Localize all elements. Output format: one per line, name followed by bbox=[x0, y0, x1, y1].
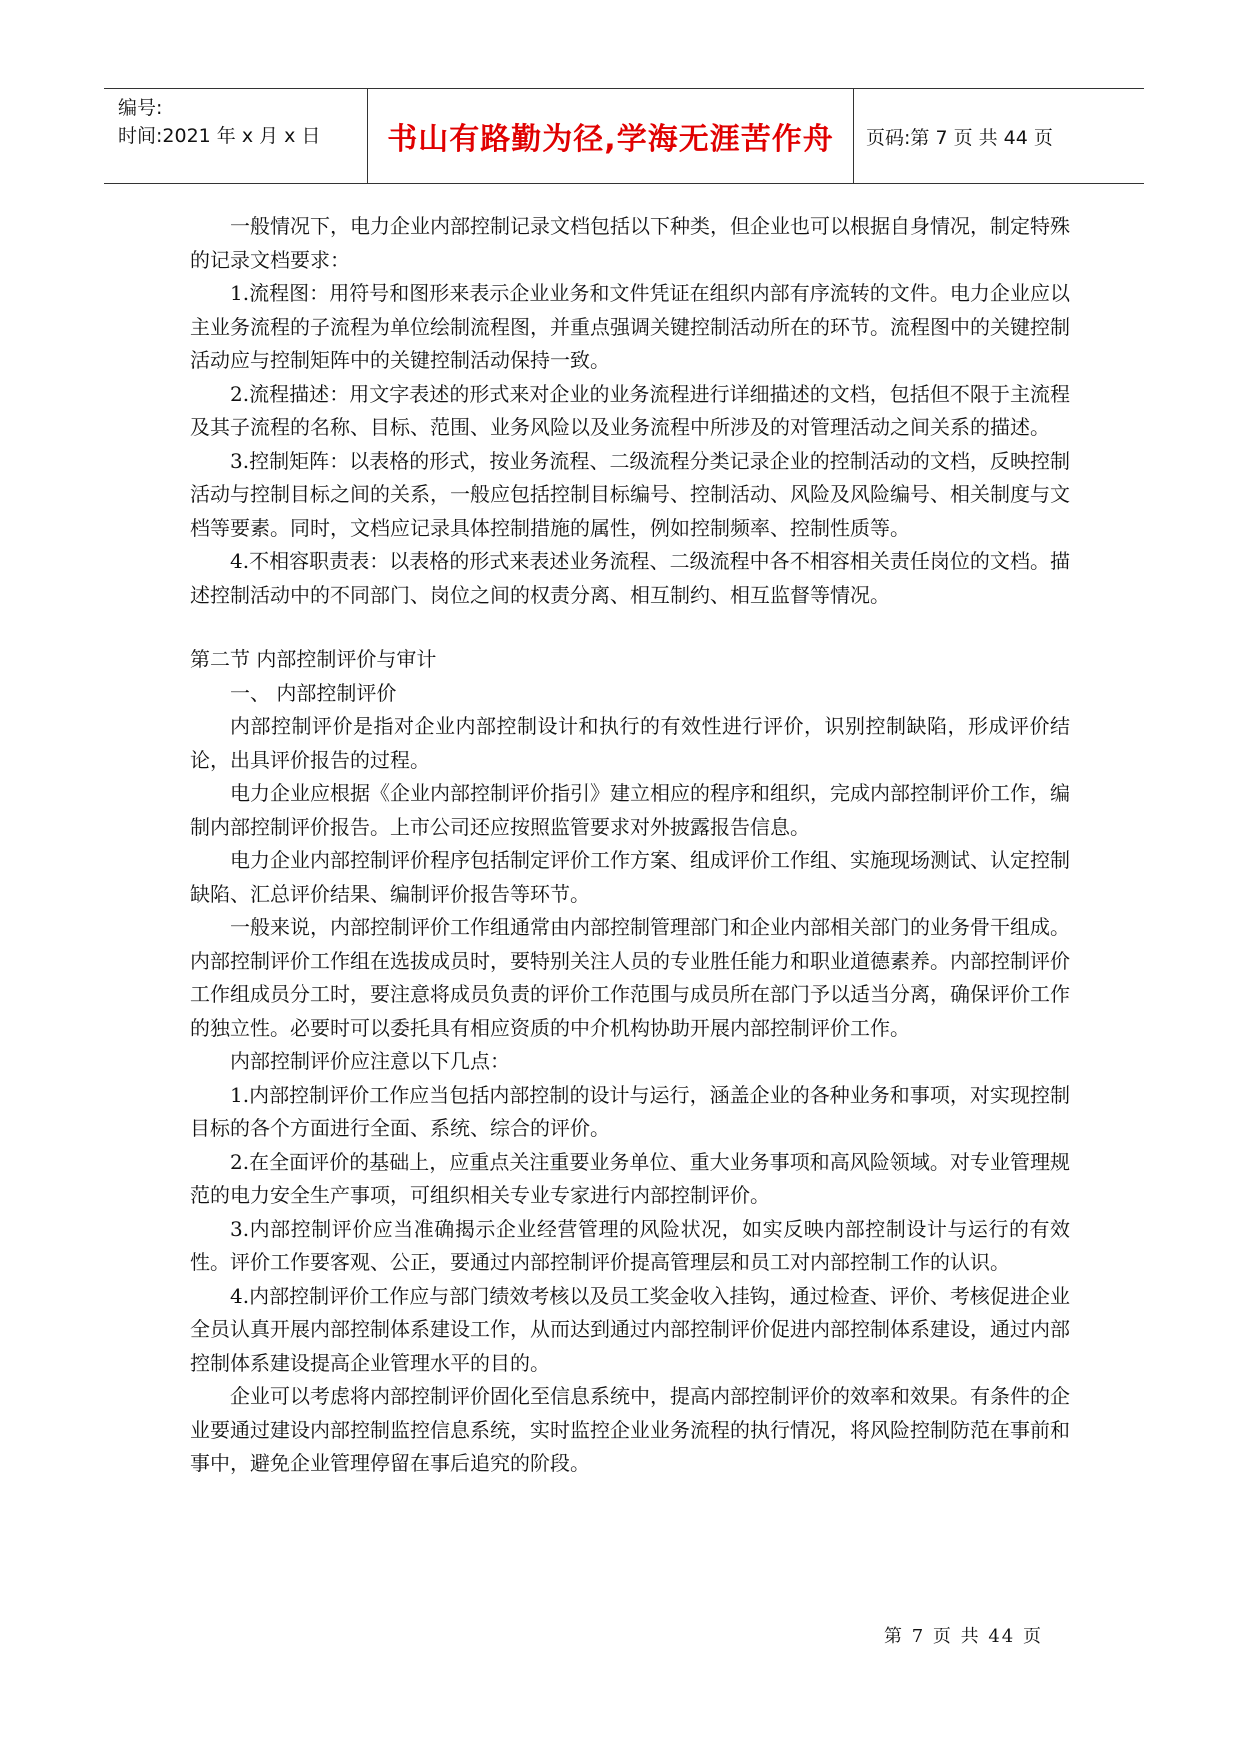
body-paragraph: 3.内部控制评价应当准确揭示企业经营管理的风险状况，如实反映内部控制设计与运行的有效性。评价工作要客观、公正，要通过内部控制评价提高管理层和员工对内部控制工作的认识。 bbox=[190, 1216, 1070, 1274]
body-paragraph: 内部控制评价是指对企业内部控制设计和执行的有效性进行评价，识别控制缺陷，形成评价结论，出具评价报告的过程。 bbox=[190, 714, 1070, 772]
body-paragraph: 内部控制评价应注意以下几点： bbox=[230, 1049, 510, 1073]
document-body bbox=[190, 210, 1070, 1481]
subsection-title: 一、 内部控制评价 bbox=[230, 680, 397, 705]
body-paragraph: 1.流程图：用符号和图形来表示企业业务和文件凭证在组织内部有序流转的文件。电力企业应以主业务流程的子流程为单位绘制流程图，并重点强调关键控制活动所在的环节。流程图中的关键控制活动应与控制矩阵中的关键控制活动保持一致。 bbox=[190, 281, 1070, 372]
body-paragraph: 1.内部控制评价工作应当包括内部控制的设计与运行，涵盖企业的各种业务和事项，对实现控制目标的各个方面进行全面、系统、综合的评价。 bbox=[190, 1082, 1070, 1140]
body-paragraph: 企业可以考虑将内部控制评价固化至信息系统中，提高内部控制评价的效率和效果。有条件的企业要通过建设内部控制监控信息系统，实时监控企业业务流程的执行情况，将风险控制防范在事前和事中，避免企业管理停留在事后追究的阶段。 bbox=[190, 1384, 1070, 1475]
section-title: 第二节 内部控制评价与审计 bbox=[190, 647, 437, 671]
body-paragraph: 电力企业应根据《企业内部控制评价指引》建立相应的程序和组织，完成内部控制评价工作，编制内部控制评价报告。上市公司还应按照监管要求对外披露报告信息。 bbox=[190, 781, 1070, 839]
body-paragraph: 电力企业内部控制评价程序包括制定评价工作方案、组成评价工作组、实施现场测试、认定控制缺陷、汇总评价结果、编制评价报告等环节。 bbox=[190, 848, 1070, 906]
body-paragraph: 2.流程描述：用文字表述的形式来对企业的业务流程进行详细描述的文档，包括但不限于主流程及其子流程的名称、目标、范围、业务风险以及业务流程中所涉及的对管理活动之间关系的描述。 bbox=[190, 381, 1070, 439]
header-right-cell bbox=[854, 89, 1144, 183]
page-footer-number: 第 7 页 共 44 页 bbox=[884, 1626, 1043, 1647]
header-left-cell bbox=[104, 89, 368, 183]
document-date-label: 时间:2021 年 x 月 x 日 bbox=[118, 125, 321, 147]
document-number-label: 编号: bbox=[118, 97, 163, 119]
header-motto: 书山有路勤为径,学海无涯苦作舟 bbox=[387, 122, 834, 157]
header-middle-cell bbox=[368, 89, 854, 183]
body-paragraph: 4.内部控制评价工作应与部门绩效考核以及员工奖金收入挂钩，通过检查、评价、考核促进企业全员认真开展内部控制体系建设工作，从而达到通过内部控制评价促进内部控制体系建设，通过内部控制体系建设提高企业管理水平的目的。 bbox=[190, 1283, 1070, 1375]
page-header bbox=[104, 88, 1144, 184]
body-paragraph: 一般情况下，电力企业内部控制记录文档包括以下种类，但企业也可以根据自身情况，制定特殊的记录文档要求： bbox=[190, 214, 1070, 272]
body-paragraph: 4.不相容职责表：以表格的形式来表述业务流程、二级流程中各不相容相关责任岗位的文档。描述控制活动中的不同部门、岗位之间的权责分离、相互制约、相互监督等情况。 bbox=[190, 549, 1070, 607]
header-page-label: 页码:第 7 页 共 44 页 bbox=[866, 126, 1053, 149]
body-paragraph: 2.在全面评价的基础上，应重点关注重要业务单位、重大业务事项和高风险领域。对专业管理规范的电力安全生产事项，可组织相关专业专家进行内部控制评价。 bbox=[190, 1149, 1070, 1207]
body-paragraph: 3.控制矩阵：以表格的形式，按业务流程、二级流程分类记录企业的控制活动的文档，反映控制活动与控制目标之间的关系，一般应包括控制目标编号、控制活动、风险及风险编号、相关制度与文档等要素。同时，文档应记录具体控制措施的属性，例如控制频率、控制性质等。 bbox=[190, 448, 1070, 540]
body-paragraph: 一般来说，内部控制评价工作组通常由内部控制管理部门和企业内部相关部门的业务骨干组成。内部控制评价工作组在选拔成员时，要特别关注人员的专业胜任能力和职业道德素养。内部控制评价工作组成员分工时，要注意将成员负责的评价工作范围与成员所在部门予以适当分离，确保评价工作的独立性。必要时可以委托具有相应资质的中介机构协助开展内部控制评价工作。 bbox=[190, 915, 1070, 1040]
